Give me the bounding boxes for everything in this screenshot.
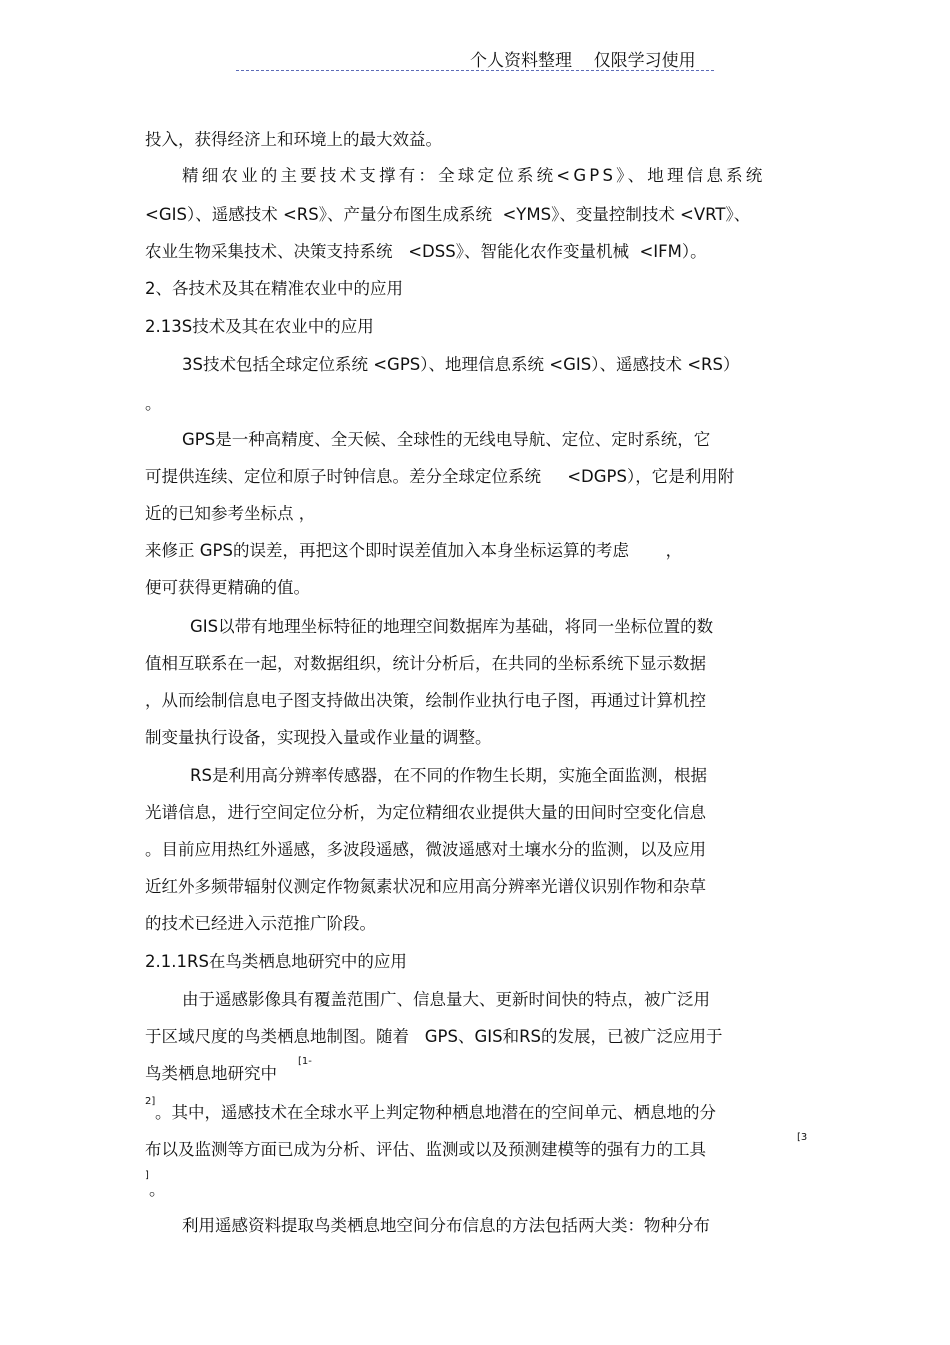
text-line: 。目前应用热红外遥感，多波段遥感，微波遥感对土壤水分的监测，以及应用 bbox=[145, 840, 706, 859]
text-line: 可提供连续、定位和原子时钟信息。差分全球定位系统 <DGPS），它是利用附 bbox=[145, 467, 735, 486]
text-line: 的技术已经进入示范推广阶段。 bbox=[145, 914, 376, 933]
text-line: 。 bbox=[145, 394, 162, 413]
text-line: 投入，获得经济上和环境上的最大效益。 bbox=[145, 130, 442, 149]
text-line: 精细农业的主要技术支撑有：全球定位系统<GPS》、地理信息系统 bbox=[182, 166, 766, 185]
text-line: 近红外多频带辐射仪测定作物氮素状况和应用高分辨率光谱仪识别作物和杂草 bbox=[145, 877, 706, 896]
text-line: 3S技术包括全球定位系统 <GPS）、地理信息系统 <GIS）、遥感技术 <RS） bbox=[182, 355, 740, 374]
text-line: RS是利用高分辨率传感器，在不同的作物生长期，实施全面监测，根据 bbox=[190, 766, 707, 785]
text-line: <GIS）、遥感技术 <RS》、产量分布图生成系统 <YMS》、变量控制技术 <VRT》、 bbox=[145, 205, 751, 224]
text-line: 利用遥感资料提取鸟类栖息地空间分布信息的方法包括两大类：物种分布 bbox=[182, 1216, 710, 1235]
text-line: 近的已知参考坐标点 ， bbox=[145, 504, 316, 523]
text-line: GIS以带有地理坐标特征的地理空间数据库为基础，将同一坐标位置的数 bbox=[190, 617, 714, 636]
citation-superscript: [3 bbox=[797, 1132, 808, 1143]
text-line: 。 bbox=[149, 1180, 166, 1199]
text-line: 便可获得更精确的值。 bbox=[145, 578, 310, 597]
section-heading: 2.1.1RS在鸟类栖息地研究中的应用 bbox=[145, 952, 407, 971]
section-heading: 2.13S技术及其在农业中的应用 bbox=[145, 317, 374, 336]
citation-superscript: ] bbox=[145, 1170, 149, 1181]
text-line: 由于遥感影像具有覆盖范围广、信息量大、更新时间快的特点，被广泛用 bbox=[182, 990, 710, 1009]
text-line: 于区域尺度的鸟类栖息地制图。随着 GPS、GIS和RS的发展，已被广泛应用于 bbox=[145, 1027, 723, 1046]
section-heading: 2、各技术及其在精准农业中的应用 bbox=[145, 279, 403, 298]
text-line: 布以及监测等方面已成为分析、评估、监测或以及预测建模等的强有力的工具 bbox=[145, 1140, 706, 1159]
text-line: 来修正 GPS的误差，再把这个即时误差值加入本身坐标运算的考虑 ， bbox=[145, 541, 683, 560]
text-line: 农业生物采集技术、决策支持系统 <DSS》、智能化农作变量机械 <IFM）。 bbox=[145, 242, 707, 261]
page-header: 个人资料整理 仅限学习使用 bbox=[470, 51, 696, 71]
text-line: 值相互联系在一起，对数据组织，统计分析后，在共同的坐标系统下显示数据 bbox=[145, 654, 706, 673]
citation-superscript: 2] bbox=[145, 1096, 156, 1107]
text-line: 。其中，遥感技术在全球水平上判定物种栖息地潜在的空间单元、栖息地的分 bbox=[155, 1103, 716, 1122]
text-line: GPS是一种高精度、全天候、全球性的无线电导航、定位、定时系统，它 bbox=[182, 430, 711, 449]
citation-superscript: [1- bbox=[298, 1056, 312, 1067]
text-line: 光谱信息，进行空间定位分析，为定位精细农业提供大量的田间时空变化信息 bbox=[145, 803, 706, 822]
text-line: 鸟类栖息地研究中 bbox=[145, 1064, 277, 1083]
header-dashed-rule bbox=[236, 70, 714, 71]
text-line: 制变量执行设备，实现投入量或作业量的调整。 bbox=[145, 728, 492, 747]
text-line: ，从而绘制信息电子图支持做出决策，绘制作业执行电子图，再通过计算机控 bbox=[145, 691, 706, 710]
